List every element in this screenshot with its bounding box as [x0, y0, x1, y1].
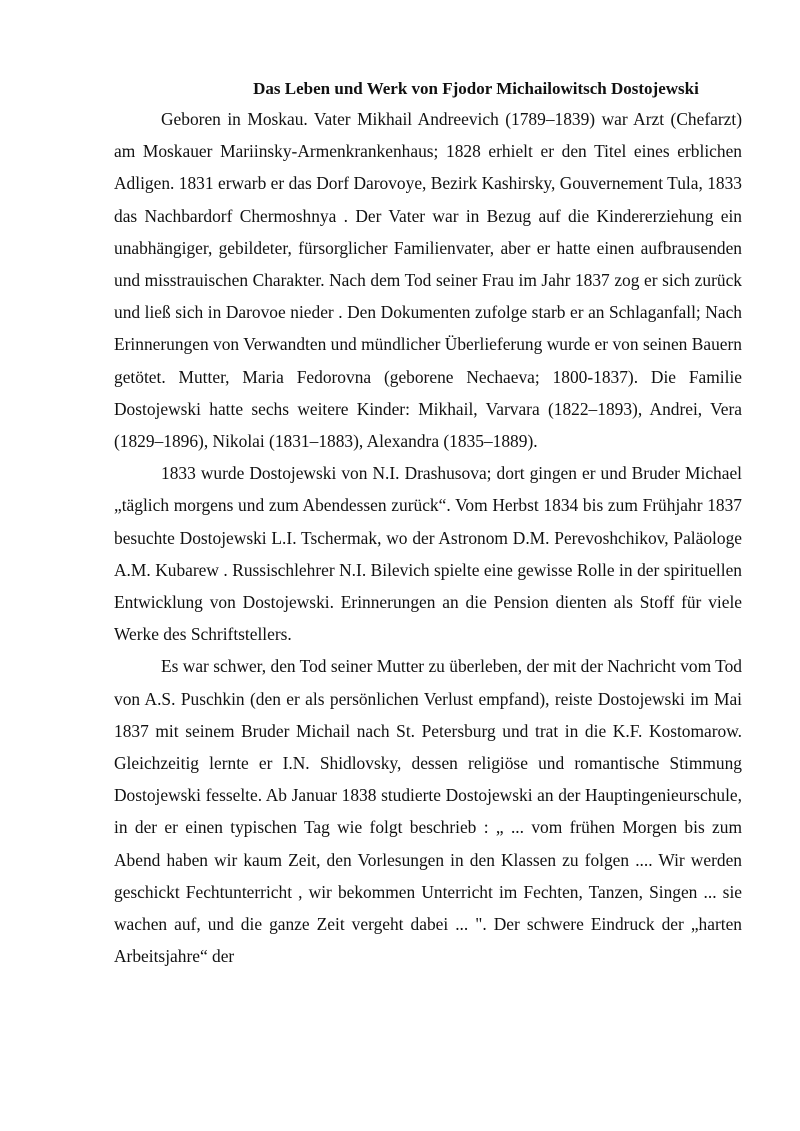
paragraph-petersburg: Es war schwer, den Tod seiner Mutter zu überleben, der mit der Nachricht vom Tod von A.S. Puschkin (den er als persönlichen Verlust empfand), reiste Dostojewski im Mai 1837 mit seinem Bruder Michail nach St. Petersburg und trat in die K.F. Kostomarow. Gleichzeitig lernte er I.N. Shidlovsky, dessen religiöse und romantische Stimmung Dostojewski fesselte. Ab Januar 1838 studierte Dostojewski an der Hauptingenieurschule, in der er einen typischen Tag wie folgt beschrieb : „ ... vom frühen Morgen bis zum Abend haben wir kaum Zeit, den Vorlesungen in den Klassen zu folgen .... Wir werden geschickt Fechtunterricht , wir bekommen Unterricht im Fechten, Tanzen, Singen ... sie wachen auf, und die ganze Zeit vergeht dabei ... ". Der schwere Eindruck der „harten Arbeitsjahre“ der: [114, 656, 742, 967]
document-title: Das Leben und Werk von Fjodor Michailowitsch Dostojewski: [253, 79, 699, 98]
paragraph-schooling: 1833 wurde Dostojewski von N.I. Drashusova; dort gingen er und Bruder Michael „täglich morgens und zum Abendessen zurück“. Vom Herbst 1834 bis zum Frühjahr 1837 besuchte Dostojewski L.I. Tschermak, wo der Astronom D.M. Perevoshchikov, Paläologe A.M. Kubarew . Russischlehrer N.I. Bilevich spielte eine gewisse Rolle in der spirituellen Entwicklung von Dostojewski. Erinnerungen an die Pension dienten als Stoff für viele Werke des Schriftstellers.: [114, 463, 742, 645]
document-body: [114, 74, 742, 972]
paragraph-parents: Geboren in Moskau. Vater Mikhail Andreevich (1789–1839) war Arzt (Chefarzt) am Moskauer Mariinsky-Armenkrankenhaus; 1828 erhielt er den Titel eines erblichen Adligen. 1831 erwarb er das Dorf Darovoye, Bezirk Kashirsky, Gouvernement Tula, 1833 das Nachbardorf Chermoshnya . Der Vater war in Bezug auf die Kindererziehung ein unabhängiger, gebildeter, fürsorglicher Familienvater, aber er hatte einen aufbrausenden und misstrauischen Charakter. Nach dem Tod seiner Frau im Jahr 1837 zog er sich zurück und ließ sich in Darovoe nieder . Den Dokumenten zufolge starb er an Schlaganfall; Nach Erinnerungen von Verwandten und mündlicher Überlieferung wurde er von seinen Bauern getötet. Mutter, Maria Fedorovna (geborene Nechaeva; 1800-1837). Die Familie Dostojewski hatte sechs weitere Kinder: Mikhail, Varvara (1822–1893), Andrei, Vera (1829–1896), Nikolai (1831–1883), Alexandra (1835–1889).: [114, 109, 742, 452]
